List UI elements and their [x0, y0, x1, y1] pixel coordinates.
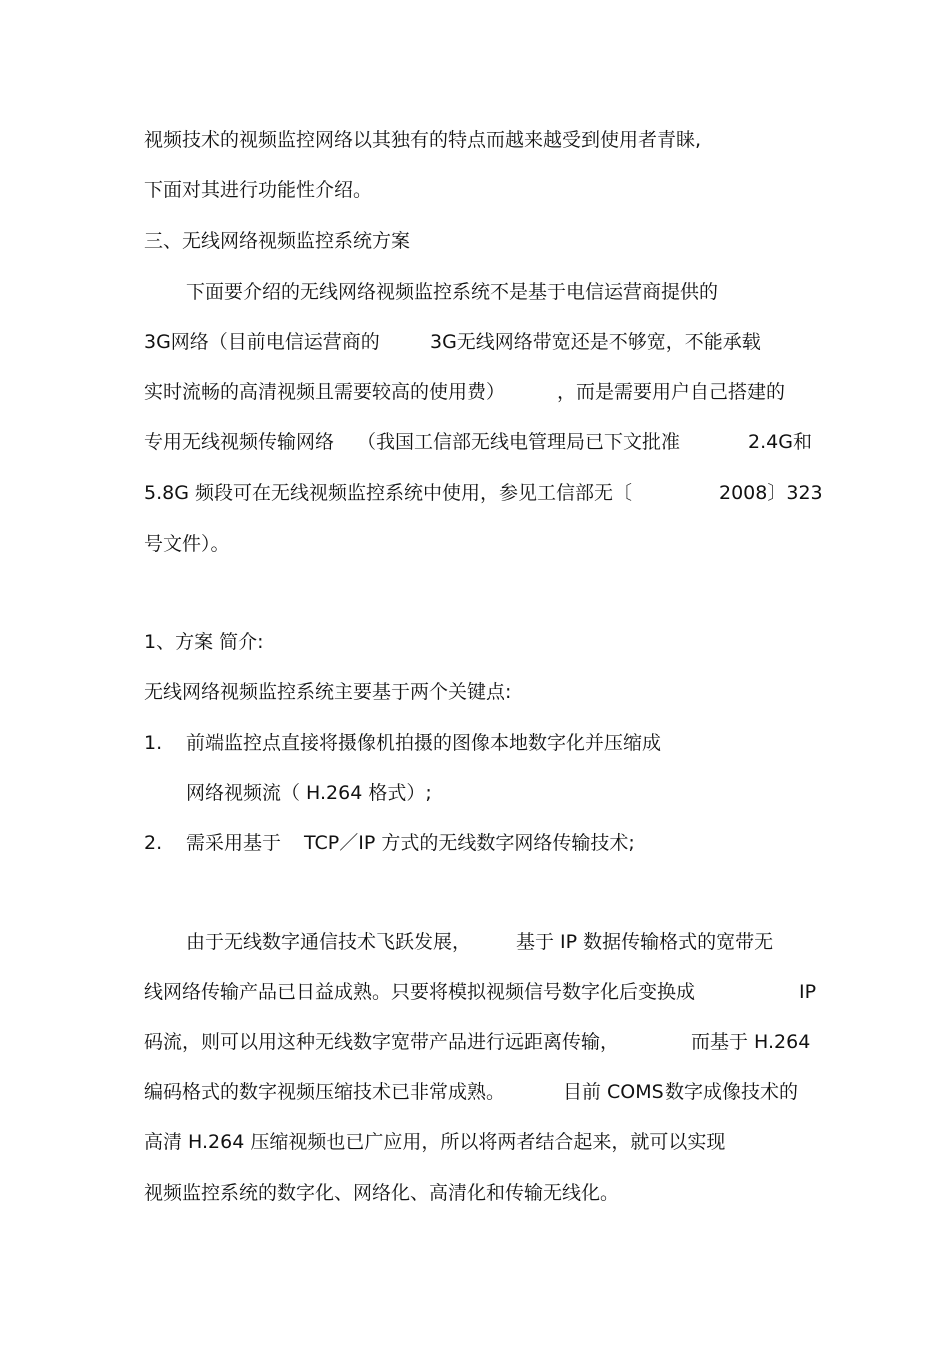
paragraph-line: 下面对其进行功能性介绍。 [144, 179, 373, 201]
paragraph-line: （我国工信部无线电管理局已下文批准 [357, 431, 681, 453]
list-number: 1. [144, 732, 163, 754]
list-item-continuation: 网络视频流（ H.264 格式）; [186, 782, 432, 804]
paragraph-line: 由于无线数字通信技术飞跃发展， [186, 931, 472, 953]
paragraph-line: 目前 COMS [563, 1081, 664, 1103]
paragraph-line: 码流，则可以用这种无线数字宽带产品进行远距离传输， [144, 1031, 620, 1053]
paragraph-line: 编码格式的数字视频压缩技术已非常成熟。 [144, 1081, 506, 1103]
list-item: 前端监控点直接将摄像机拍摄的图像本地数字化并压缩成 [186, 732, 662, 754]
paragraph-line: 号文件）。 [144, 533, 230, 555]
paragraph-line: 而基于 H.264 [691, 1031, 811, 1053]
list-number: 2. [144, 832, 163, 854]
section-heading: 三、无线网络视频监控系统方案 [144, 230, 411, 252]
paragraph-line: 基于 IP 数据传输格式的宽带无 [516, 931, 774, 953]
paragraph-line: 2008〕323 [719, 482, 823, 504]
paragraph-line: 下面要介绍的无线网络视频监控系统不是基于电信运营商提供的 [186, 281, 719, 303]
paragraph-line: 数字成像技术的 [665, 1081, 799, 1103]
paragraph-line [430, 330, 761, 354]
paragraph-line: 2.4G和 [748, 431, 812, 453]
subsection-heading: 1、方案 简介: [144, 631, 264, 653]
paragraph-line: 高清 H.264 压缩视频也已广应用，所以将两者结合起来，就可以实现 [144, 1131, 726, 1153]
paragraph-line: 无线网络视频监控系统主要基于两个关键点: [144, 681, 512, 703]
text-run: 3G网络（目前电信运营商的 [144, 331, 380, 353]
paragraph-line: ，而是需要用户自己搭建的 [557, 381, 786, 403]
paragraph-line: 线网络传输产品已日益成熟。只要将模拟视频信号数字化后变换成 [144, 981, 696, 1003]
paragraph-line [144, 330, 380, 354]
list-item: TCP／IP 方式的无线数字网络传输技术; [304, 832, 635, 854]
paragraph-line: 5.8G 频段可在无线视频监控系统中使用，参见工信部无〔 [144, 482, 632, 504]
paragraph-line: 专用无线视频传输网络 [144, 431, 335, 453]
list-item: 需采用基于 [186, 832, 282, 854]
paragraph-line: 视频技术的视频监控网络以其独有的特点而越来越受到使用者青睐, [144, 129, 702, 151]
paragraph-line: 实时流畅的高清视频且需要较高的使用费） [144, 381, 506, 403]
paragraph-line: 视频监控系统的数字化、网络化、高清化和传输无线化。 [144, 1182, 620, 1204]
text-run: 3G无线网络带宽还是不够宽，不能承载 [430, 331, 761, 353]
paragraph-line: IP [799, 981, 817, 1003]
